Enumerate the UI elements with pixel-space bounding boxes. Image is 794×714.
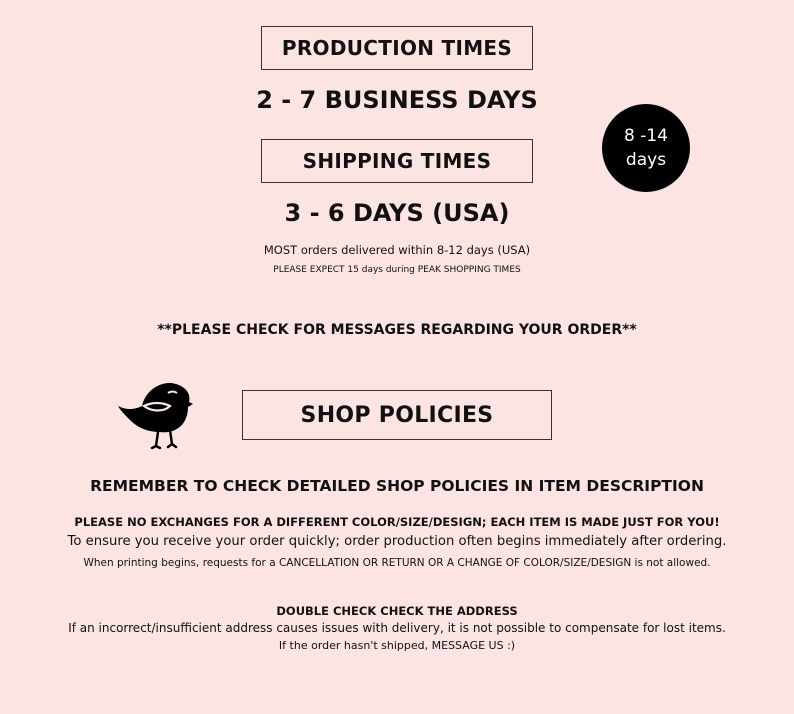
no-exchanges-notice: PLEASE NO EXCHANGES FOR A DIFFERENT COLOR/SIZE/DESIGN; EACH ITEM IS MADE JUST FOR YOU! <box>74 515 720 529</box>
address-heading: DOUBLE CHECK CHECK THE ADDRESS <box>276 604 518 618</box>
badge-line-2: days <box>625 150 667 170</box>
shipping-note-typical: MOST orders delivered within 8-12 days (USA) <box>263 243 531 257</box>
badge-line-1: 8 -14 <box>624 126 668 146</box>
shipping-days-badge <box>602 104 690 192</box>
quick-production-note: To ensure you receive your order quickly; order production often begins immediately after ordering. <box>67 534 727 549</box>
shipping-times-label: SHIPPING TIMES <box>302 149 492 173</box>
bird-icon <box>116 378 196 450</box>
shop-policies-heading <box>242 390 552 440</box>
shop-policies-label: SHOP POLICIES <box>300 402 494 428</box>
policies-reminder: REMEMBER TO CHECK DETAILED SHOP POLICIES IN ITEM DESCRIPTION <box>90 477 704 495</box>
production-duration: 2 - 7 BUSINESS DAYS <box>256 86 538 114</box>
shipping-note-peak: PLEASE EXPECT 15 days during PEAK SHOPPING TIMES <box>273 265 521 275</box>
production-times-label: PRODUCTION TIMES <box>281 36 513 60</box>
messages-notice: **PLEASE CHECK FOR MESSAGES REGARDING YOUR ORDER** <box>157 322 637 338</box>
shipping-times-heading <box>261 139 533 183</box>
shipping-duration: 3 - 6 DAYS (USA) <box>284 199 510 227</box>
production-times-heading <box>261 26 533 70</box>
address-warning: If an incorrect/insufficient address causes issues with delivery, it is not possible to compensate for lost items. <box>68 621 726 635</box>
no-cancellation-note: When printing begins, requests for a CANCELLATION OR RETURN OR A CHANGE OF COLOR/SIZE/DESIGN is not allowed. <box>83 557 711 569</box>
message-us-note: If the order hasn't shipped, MESSAGE US :) <box>278 639 516 652</box>
